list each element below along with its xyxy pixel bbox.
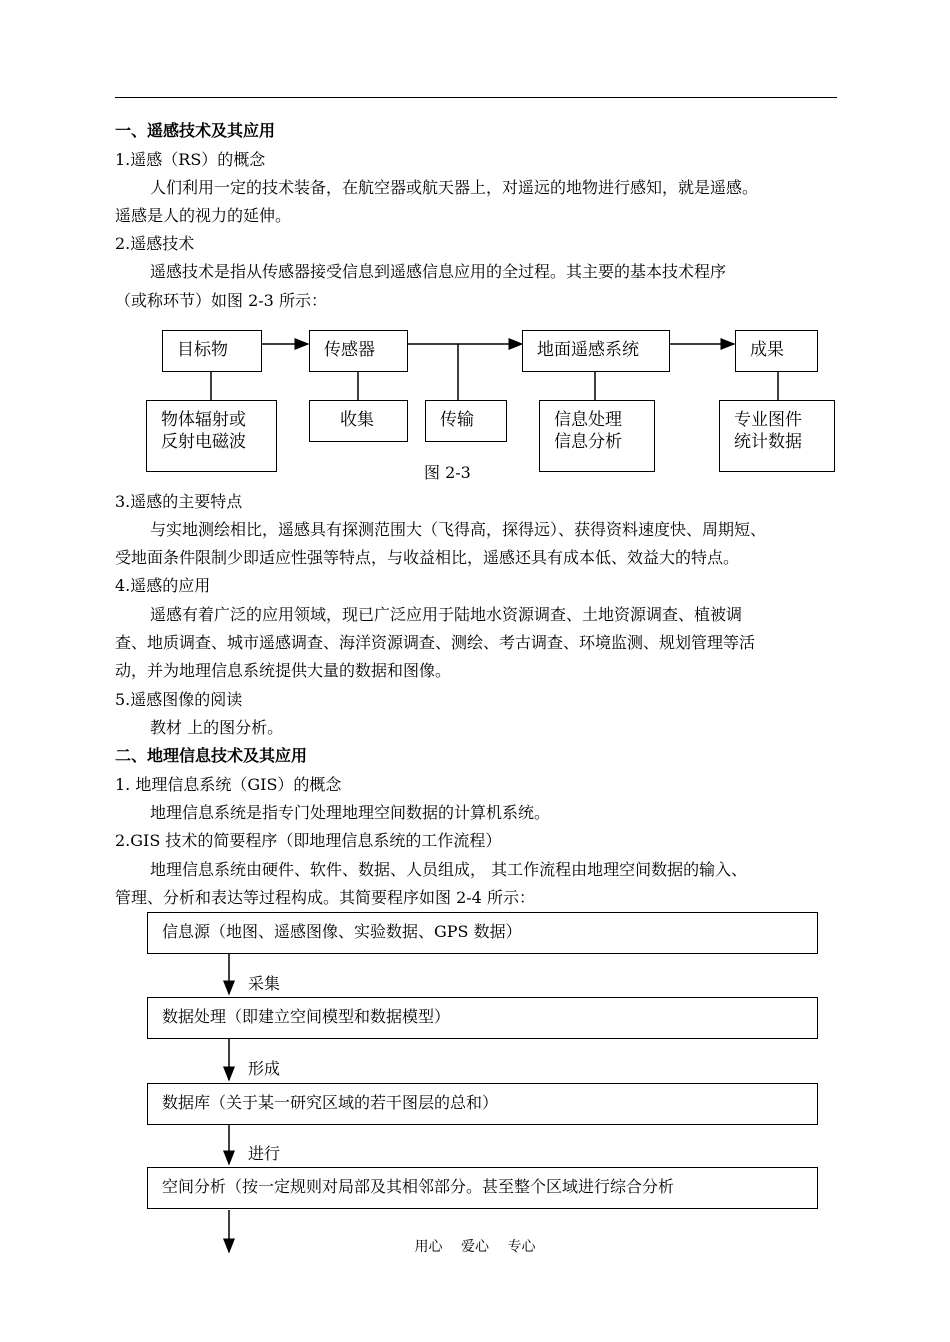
s2-title: 2.遥感技术 [115,234,195,253]
s3-title: 3.遥感的主要特点 [115,492,243,511]
section2-heading: 二、地理信息技术及其应用 [115,746,308,765]
fig24-box-spatial-analysis: 空间分析（按一定规则对局部及其相邻部分。甚至整个区域进行综合分析 [147,1167,818,1209]
fig23-box-target: 目标物 [162,330,262,372]
fig23-box-transmit: 传输 [425,400,507,442]
gis-s1-paragraph: 地理信息系统是指专门处理地理空间数据的计算机系统。 [150,803,551,822]
fig24-label-proceed: 进行 [248,1144,281,1163]
s3-paragraph-line2: 受地面条件限制少即适应性强等特点，与收益相比，遥感还具有成本低、效益大的特点。 [115,548,740,567]
fig24-box-info-source: 信息源（地图、遥感图像、实验数据、GPS 数据） [147,912,818,954]
s1-paragraph-line2: 遥感是人的视力的延伸。 [115,206,292,225]
s3-paragraph-line1: 与实地测绘相比，遥感具有探测范围大（飞得高，探得远）、获得资料速度快、周期短、 [150,520,767,539]
fig23-caption: 图 2-3 [424,463,471,482]
fig23-box-output: 专业图件 统计数据 [719,400,835,472]
s4-paragraph-line1: 遥感有着广泛的应用领域，现已广泛应用于陆地水资源调查、土地资源调查、植被调 [150,605,743,624]
page-footer: 用心 爱心 专心 [414,1239,536,1255]
gis-s2-title: 2.GIS 技术的简要程序（即地理信息系统的工作流程） [115,831,502,850]
fig24-label-collect: 采集 [248,974,281,993]
gis-s1-title: 1. 地理信息系统（GIS）的概念 [115,775,342,794]
s5-paragraph: 教材 上的图分析。 [150,718,284,737]
gis-s2-paragraph-line2: 管理、分析和表达等过程构成。其简要程序如图 2-4 所示： [115,888,535,907]
fig24-box-data-processing: 数据处理（即建立空间模型和数据模型） [147,997,818,1039]
gis-s2-paragraph-line1: 地理信息系统由硬件、软件、数据、人员组成， 其工作流程由地理空间数据的输入、 [150,860,748,879]
fig24-label-form: 形成 [248,1059,281,1078]
fig23-box-radiation: 物体辐射或 反射电磁波 [146,400,277,472]
fig24-box-database: 数据库（关于某一研究区域的若干图层的总和） [147,1083,818,1125]
fig23-box-result: 成果 [735,330,818,372]
s1-paragraph-line1: 人们利用一定的技术装备，在航空器或航天器上，对遥远的地物进行感知，就是遥感。 [150,178,759,197]
fig23-box-ground-system: 地面遥感系统 [522,330,670,372]
s4-paragraph-line3: 动，并为地理信息系统提供大量的数据和图像。 [115,661,452,680]
s5-title: 5.遥感图像的阅读 [115,690,243,709]
fig23-box-processing: 信息处理 信息分析 [539,400,655,472]
fig23-box-collect: 收集 [309,400,408,442]
section1-heading: 一、遥感技术及其应用 [115,121,276,140]
s2-paragraph-line1: 遥感技术是指从传感器接受信息到遥感信息应用的全过程。其主要的基本技术程序 [150,262,727,281]
s4-paragraph-line2: 查、地质调查、城市遥感调查、海洋资源调查、测绘、考古调查、环境监测、规划管理等活 [115,633,756,652]
s2-paragraph-line2: （或称环节）如图 2-3 所示： [115,291,327,310]
s4-title: 4.遥感的应用 [115,576,211,595]
fig23-box-sensor: 传感器 [309,330,408,372]
s1-title: 1.遥感（RS）的概念 [115,150,266,169]
